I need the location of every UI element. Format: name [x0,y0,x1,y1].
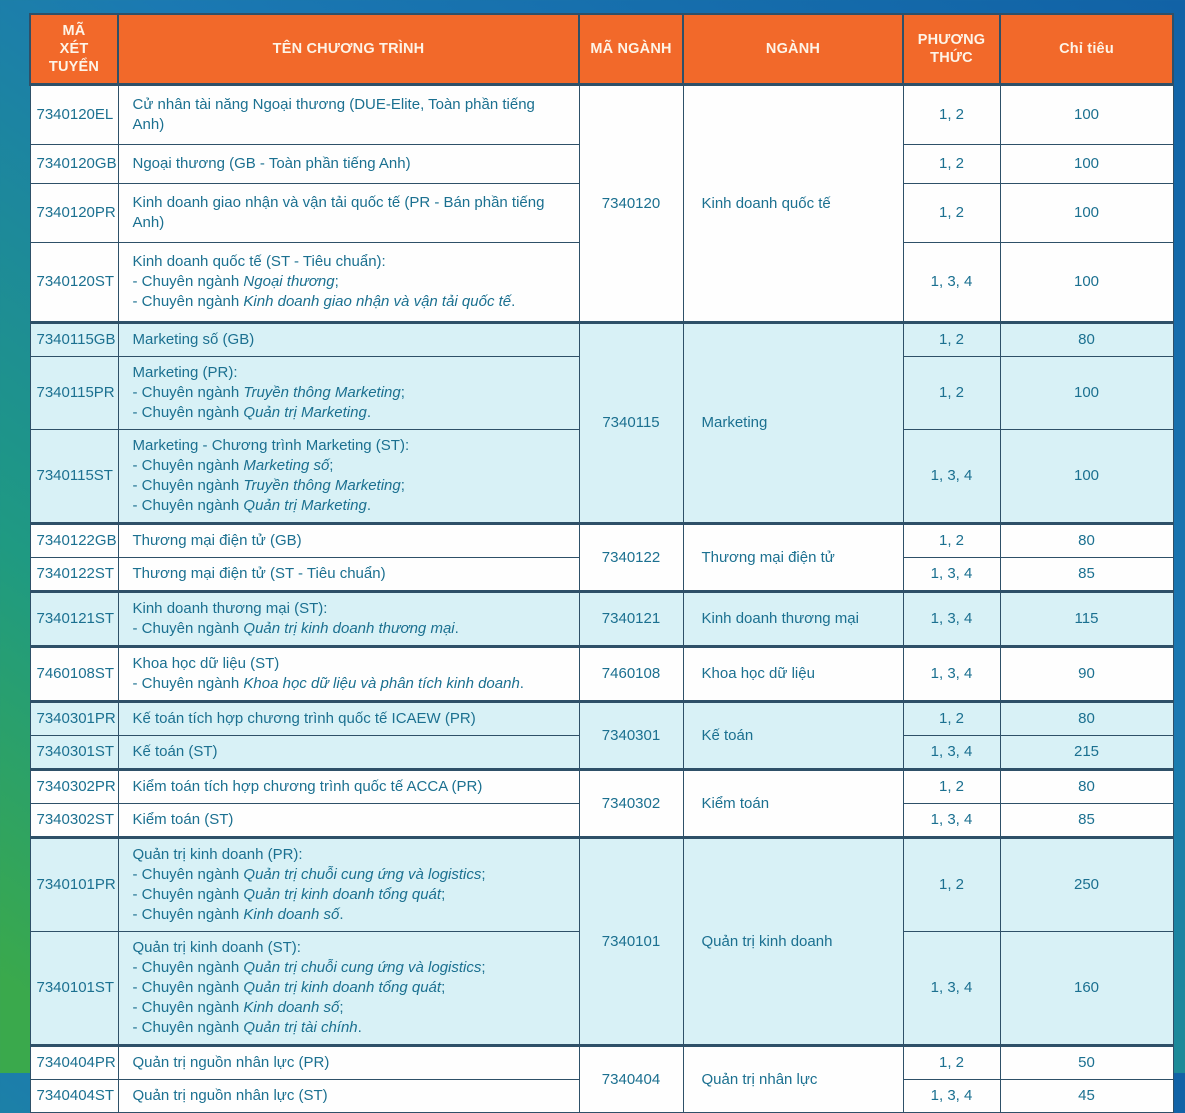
quota-cell: 80 [1000,702,1173,736]
program-text: ; [334,273,339,290]
program-line [133,193,569,233]
program-text: Ngoại thương (GB - Toàn phần tiếng Anh) [132,155,411,172]
admission-code-cell: 7340120EL [30,85,118,145]
quota-cell: 100 [1000,85,1173,145]
header-label-line: MÃ NGÀNH [590,41,672,57]
quota-cell: 90 [1000,647,1173,702]
admissions-table [29,13,1174,1113]
header-label-line: PHƯƠNG [917,32,986,48]
program-row [30,85,1173,145]
program-line [133,938,569,958]
program-name-cell [118,1046,579,1080]
program-row [30,592,1173,647]
program-text: Thương mại điện tử (ST - Tiêu chuẩn) [132,565,386,582]
program-text: Marketing số [243,457,330,474]
program-line [133,619,569,639]
program-text: - Chuyên ngành [132,293,244,310]
method-cell: 1, 2 [903,1046,1000,1080]
method-cell: 1, 3, 4 [903,430,1000,524]
program-text: . [454,620,459,637]
quota-cell: 100 [1000,357,1173,430]
program-text: Thương mại điện tử (GB) [132,532,302,549]
header-label-line: NGÀNH [765,41,821,57]
quota-cell: 100 [1000,184,1173,243]
major-code-cell: 7340101 [579,838,683,1046]
program-line [133,531,569,551]
quota-cell: 115 [1000,592,1173,647]
admission-code-cell: 7340101ST [30,932,118,1046]
program-name-cell [118,838,579,932]
admission-code-cell: 7340120ST [30,243,118,323]
program-line [133,564,569,584]
header-label-line: Chỉ tiêu [1059,41,1114,57]
quota-cell: 45 [1000,1080,1173,1113]
method-cell: 1, 2 [903,838,1000,932]
program-line [133,885,569,905]
program-name-cell [118,558,579,592]
program-text: Kinh doanh số [243,906,340,923]
header-ma-xet-tuyen [30,14,118,85]
program-text: Quản trị Marketing [243,404,367,421]
quota-cell: 100 [1000,430,1173,524]
program-text: - Chuyên ngành [132,457,244,474]
program-text: Quản trị chuỗi cung ứng và logistics [243,959,482,976]
program-line [133,742,569,762]
program-row [30,770,1173,804]
program-text: ; [441,979,446,996]
admission-code-cell: 7340120GB [30,145,118,184]
program-name-cell [118,932,579,1046]
program-text: Quản trị nguồn nhân lực (ST) [132,1087,328,1104]
program-name-cell [118,1080,579,1113]
admission-code-cell: 7460108ST [30,647,118,702]
program-row [30,323,1173,357]
admission-code-cell: 7340120PR [30,184,118,243]
program-text: Khoa học dữ liệu (ST) [132,655,280,672]
program-line [133,865,569,885]
header-chi-tieu [1000,14,1173,85]
program-name-cell [118,524,579,558]
program-name-cell [118,804,579,838]
program-text: Marketing - Chương trình Marketing (ST): [132,437,410,454]
program-line [133,674,569,694]
admission-code-cell: 7340121ST [30,592,118,647]
admission-code-cell: 7340404PR [30,1046,118,1080]
major-code-cell: 7340301 [579,702,683,770]
program-line [133,403,569,423]
program-text: Kinh doanh giao nhận và vận tải quốc tế (PR - Bán phần tiếng Anh) [132,194,545,231]
major-name-cell: Marketing [683,323,903,524]
admission-code-cell: 7340404ST [30,1080,118,1113]
program-text: Truyền thông Marketing [243,477,401,494]
program-text: - Chuyên ngành [132,384,244,401]
program-text: - Chuyên ngành [132,959,244,976]
major-code-cell: 7340404 [579,1046,683,1113]
method-cell: 1, 3, 4 [903,243,1000,323]
major-name-cell: Quản trị nhân lực [683,1046,903,1113]
quota-cell: 215 [1000,736,1173,770]
program-line [133,958,569,978]
program-text: ; [400,384,405,401]
program-name-cell [118,430,579,524]
program-text: - Chuyên ngành [132,497,244,514]
method-cell: 1, 2 [903,323,1000,357]
admission-code-cell: 7340115GB [30,323,118,357]
major-code-cell: 7340120 [579,85,683,323]
program-name-cell [118,323,579,357]
program-text: Quản trị kinh doanh (ST): [132,939,301,956]
program-line [133,154,569,174]
program-text: Quản trị tài chính [243,1019,358,1036]
program-text: Kế toán (ST) [132,743,218,760]
quota-cell: 50 [1000,1046,1173,1080]
program-text: . [511,293,516,310]
program-text: - Chuyên ngành [132,979,244,996]
header-label-line: XÉT TUYỂN [48,41,100,75]
program-text: . [366,497,371,514]
admission-code-cell: 7340302ST [30,804,118,838]
major-code-cell: 7340122 [579,524,683,592]
major-code-cell: 7340121 [579,592,683,647]
program-text: Quản trị kinh doanh (PR): [132,846,303,863]
method-cell: 1, 2 [903,357,1000,430]
method-cell: 1, 2 [903,184,1000,243]
program-text: - Chuyên ngành [132,477,244,494]
admission-code-cell: 7340122ST [30,558,118,592]
program-row [30,838,1173,932]
program-line [133,363,569,383]
header-row [30,14,1173,85]
admission-code-cell: 7340115PR [30,357,118,430]
admission-code-cell: 7340122GB [30,524,118,558]
header-label-line: MÃ [62,23,86,39]
major-name-cell: Kế toán [683,702,903,770]
admission-code-cell: 7340302PR [30,770,118,804]
program-row [30,1046,1173,1080]
program-name-cell [118,85,579,145]
quota-cell: 80 [1000,323,1173,357]
method-cell: 1, 3, 4 [903,736,1000,770]
program-row [30,647,1173,702]
header-label-line: TÊN CHƯƠNG TRÌNH [272,41,425,57]
program-text: - Chuyên ngành [132,886,244,903]
quota-cell: 160 [1000,932,1173,1046]
program-name-cell [118,243,579,323]
program-line [133,272,569,292]
quota-cell: 85 [1000,558,1173,592]
method-cell: 1, 2 [903,524,1000,558]
program-line [133,998,569,1018]
program-name-cell [118,736,579,770]
header-phuong-thuc [903,14,1000,85]
program-text: Kinh doanh quốc tế (ST - Tiêu chuẩn): [132,253,386,270]
program-text: ; [481,959,486,976]
program-line [133,1053,569,1073]
program-text: Quản trị nguồn nhân lực (PR) [132,1054,330,1071]
program-line [133,845,569,865]
method-cell: 1, 2 [903,702,1000,736]
header-label-line: THỨC [930,50,973,66]
program-name-cell [118,592,579,647]
program-text: Quản trị kinh doanh tổng quát [243,886,442,903]
program-text: Ngoại thương [243,273,335,290]
major-code-cell: 7340302 [579,770,683,838]
header-nganh [683,14,903,85]
program-line [133,95,569,135]
method-cell: 1, 2 [903,145,1000,184]
program-line [133,476,569,496]
program-text: Marketing (PR): [132,364,238,381]
program-name-cell [118,647,579,702]
admission-code-cell: 7340301ST [30,736,118,770]
header-ten-chuong-trinh [118,14,579,85]
program-text: ; [481,866,486,883]
admission-code-cell: 7340301PR [30,702,118,736]
method-cell: 1, 2 [903,85,1000,145]
program-text: - Chuyên ngành [132,906,244,923]
program-text: Kinh doanh giao nhận và vận tải quốc tế [243,293,512,310]
quota-cell: 100 [1000,243,1173,323]
program-text: . [357,1019,362,1036]
program-row [30,702,1173,736]
program-text: - Chuyên ngành [132,1019,244,1036]
major-name-cell: Kinh doanh thương mại [683,592,903,647]
program-text: Quản trị Marketing [243,497,367,514]
program-line [133,496,569,516]
quota-cell: 80 [1000,524,1173,558]
program-line [133,383,569,403]
program-line [133,709,569,729]
program-text: Kinh doanh thương mại (ST): [132,600,328,617]
program-text: ; [339,999,344,1016]
program-text: - Chuyên ngành [132,866,244,883]
method-cell: 1, 3, 4 [903,592,1000,647]
program-name-cell [118,770,579,804]
program-text: - Chuyên ngành [132,620,244,637]
program-text: Kinh doanh số [243,999,340,1016]
program-text: Quản trị chuỗi cung ứng và logistics [243,866,482,883]
major-name-cell: Quản trị kinh doanh [683,838,903,1046]
program-line [133,292,569,312]
program-line [133,456,569,476]
table-body [30,85,1173,1113]
program-line [133,905,569,925]
admission-code-cell: 7340101PR [30,838,118,932]
program-text: ; [441,886,446,903]
program-text: ; [400,477,405,494]
header-ma-nganh [579,14,683,85]
program-name-cell [118,184,579,243]
program-row [30,524,1173,558]
program-text: . [366,404,371,421]
major-name-cell: Thương mại điện tử [683,524,903,592]
table-header [30,14,1173,85]
program-line [133,599,569,619]
program-text: . [519,675,524,692]
program-text: Kiểm toán (ST) [132,811,234,828]
program-text: Quản trị kinh doanh tổng quát [243,979,442,996]
program-line [133,654,569,674]
program-text: Marketing số (GB) [132,331,255,348]
program-text: Cử nhân tài năng Ngoại thương (DUE-Elite, Toàn phần tiếng Anh) [132,96,535,133]
quota-cell: 250 [1000,838,1173,932]
program-text: ; [329,457,334,474]
major-name-cell: Khoa học dữ liệu [683,647,903,702]
program-text: Kiểm toán tích hợp chương trình quốc tế ACCA (PR) [132,778,483,795]
program-text: . [339,906,344,923]
program-text: Khoa học dữ liệu và phân tích kinh doanh [243,675,520,692]
program-line [133,777,569,797]
method-cell: 1, 2 [903,770,1000,804]
major-name-cell: Kiểm toán [683,770,903,838]
program-name-cell [118,357,579,430]
program-text: Quản trị kinh doanh thương mại [243,620,455,637]
program-text: Truyền thông Marketing [243,384,401,401]
program-name-cell [118,145,579,184]
program-line [133,1018,569,1038]
method-cell: 1, 3, 4 [903,1080,1000,1113]
major-code-cell: 7340115 [579,323,683,524]
major-name-cell: Kinh doanh quốc tế [683,85,903,323]
program-line [133,978,569,998]
quota-cell: 85 [1000,804,1173,838]
method-cell: 1, 3, 4 [903,647,1000,702]
method-cell: 1, 3, 4 [903,932,1000,1046]
program-line [133,330,569,350]
program-text: - Chuyên ngành [132,675,244,692]
program-name-cell [118,702,579,736]
program-line [133,1086,569,1106]
method-cell: 1, 3, 4 [903,558,1000,592]
method-cell: 1, 3, 4 [903,804,1000,838]
quota-cell: 100 [1000,145,1173,184]
program-text: - Chuyên ngành [132,999,244,1016]
admission-code-cell: 7340115ST [30,430,118,524]
program-line [133,810,569,830]
program-text: Kế toán tích hợp chương trình quốc tế ICAEW (PR) [132,710,476,727]
program-text: - Chuyên ngành [132,404,244,421]
program-line [133,252,569,272]
program-text: - Chuyên ngành [132,273,244,290]
major-code-cell: 7460108 [579,647,683,702]
quota-cell: 80 [1000,770,1173,804]
program-line [133,436,569,456]
